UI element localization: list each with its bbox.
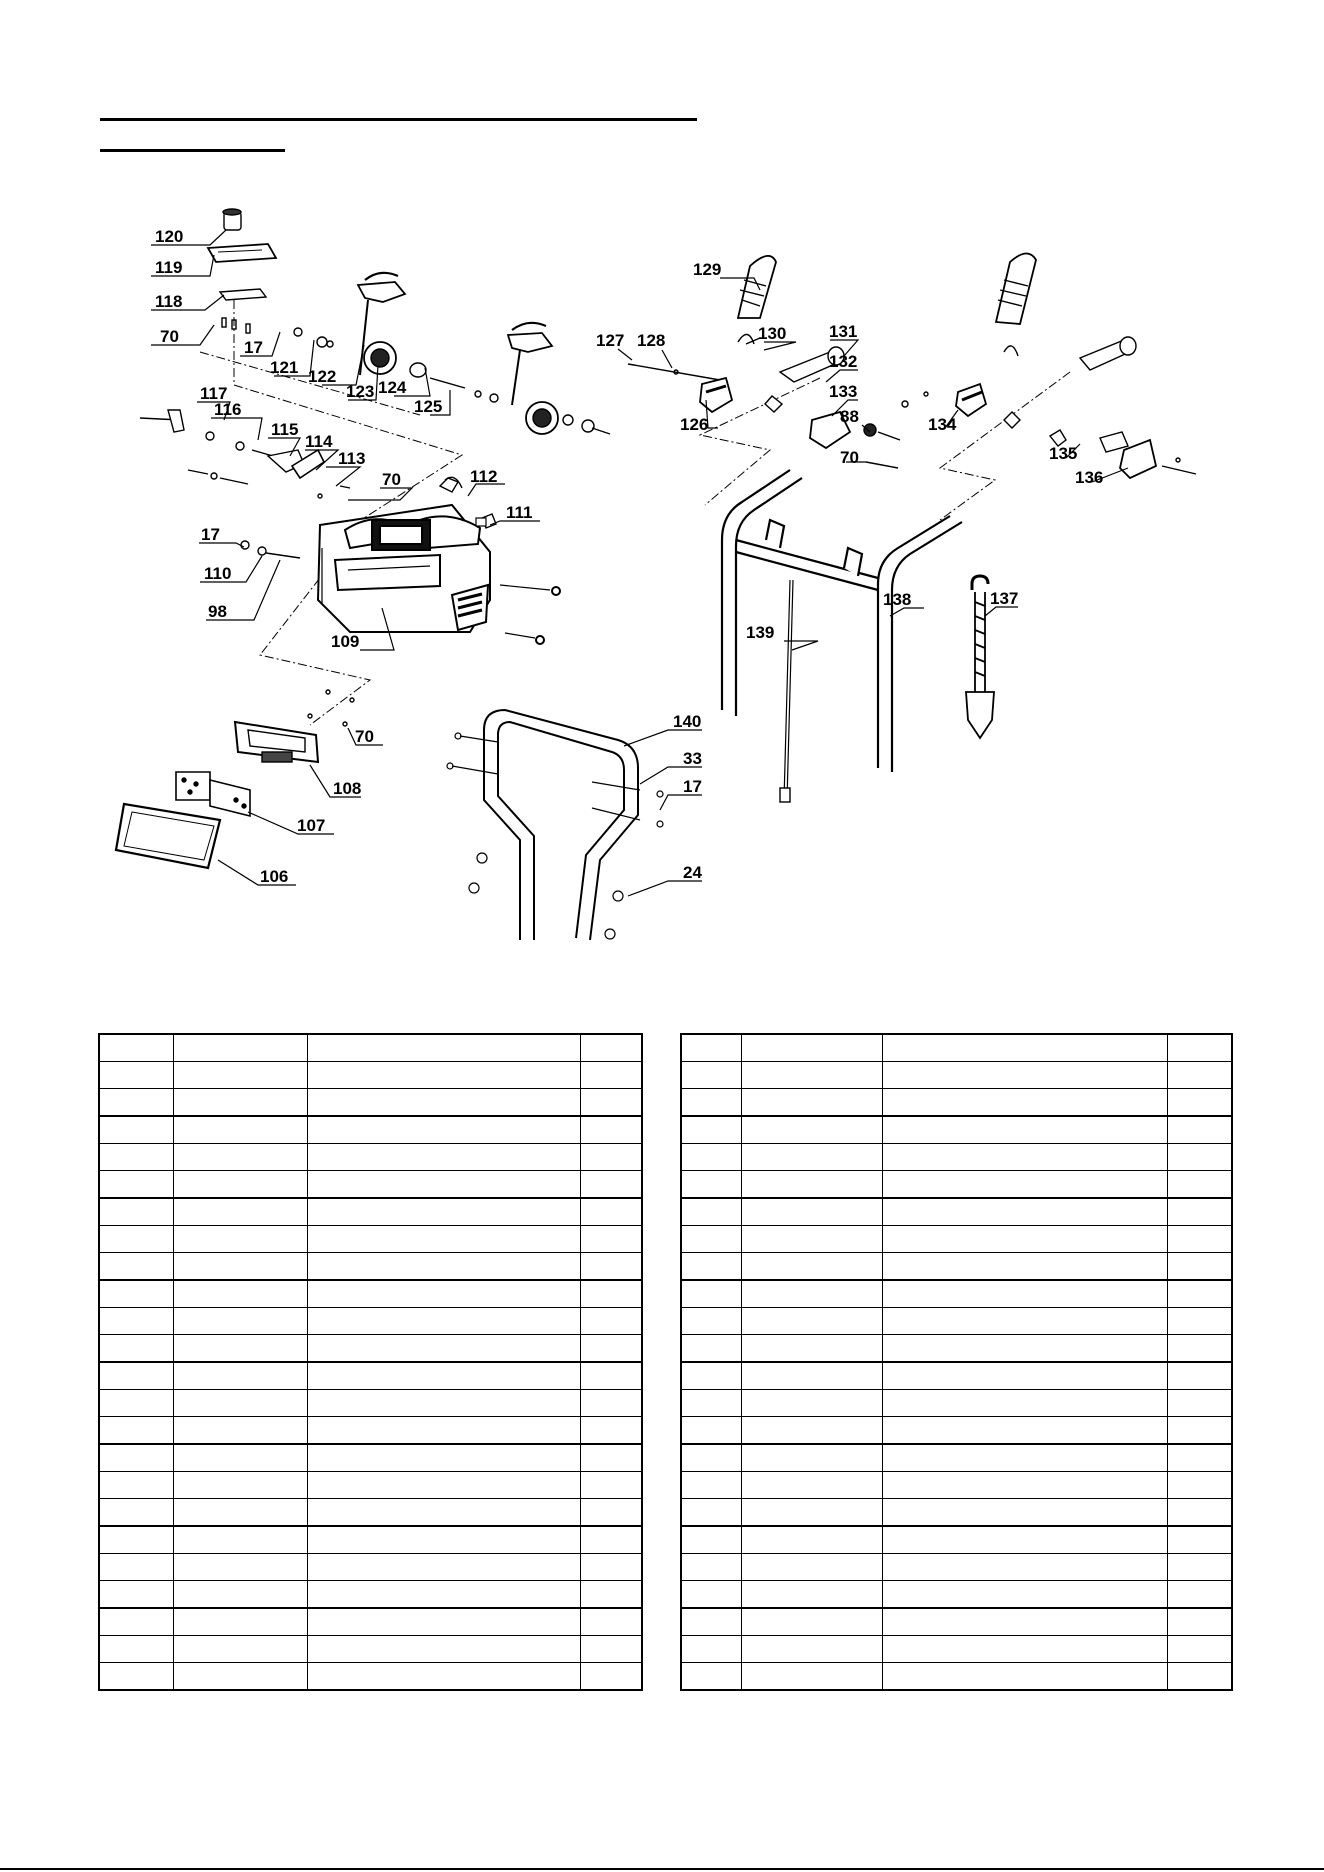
- left-table-cell: [580, 1335, 642, 1363]
- parts-table-left: [98, 1033, 643, 1691]
- right-table-cell: [741, 1608, 882, 1636]
- lower-handle-bar: [447, 710, 663, 940]
- left-table-cell: [580, 1308, 642, 1335]
- callout-17b: 17: [201, 525, 220, 544]
- left-table-cell: [580, 1417, 642, 1445]
- right-table-cell: [741, 1663, 882, 1691]
- right-table-cell: [741, 1116, 882, 1144]
- control-cable: [780, 580, 793, 802]
- right-table-cell: [1167, 1198, 1232, 1226]
- callout-134: 134: [928, 415, 957, 434]
- callout-120: 120: [155, 227, 184, 246]
- left-table-cell: [580, 1444, 642, 1472]
- left-table-row: [99, 1280, 642, 1308]
- left-table-row: [99, 1608, 642, 1636]
- right-table-row: [681, 1362, 1232, 1390]
- left-table-cell: [99, 1526, 173, 1554]
- left-table-row: [99, 1390, 642, 1417]
- right-table-row: [681, 1089, 1232, 1117]
- right-table-cell: [882, 1089, 1167, 1117]
- right-table-cell: [1167, 1608, 1232, 1636]
- left-table-cell: [307, 1663, 580, 1691]
- right-table-cell: [741, 1499, 882, 1527]
- right-table-cell: [882, 1362, 1167, 1390]
- callout-135: 135: [1049, 444, 1078, 463]
- right-table-cell: [1167, 1034, 1232, 1062]
- left-table-row: [99, 1308, 642, 1335]
- right-table-cell: [882, 1636, 1167, 1663]
- left-table-cell: [580, 1663, 642, 1691]
- left-table-cell: [99, 1390, 173, 1417]
- left-table-cell: [99, 1034, 173, 1062]
- right-table-cell: [882, 1390, 1167, 1417]
- right-table-row: [681, 1198, 1232, 1226]
- right-table-row: [681, 1390, 1232, 1417]
- callout-128: 128: [637, 331, 666, 350]
- left-table-cell: [307, 1526, 580, 1554]
- right-table-row: [681, 1062, 1232, 1089]
- callout-119: 119: [155, 258, 183, 277]
- callout-126: 126: [680, 415, 709, 434]
- left-table-cell: [99, 1472, 173, 1499]
- right-table-cell: [741, 1581, 882, 1609]
- right-table-cell: [882, 1280, 1167, 1308]
- upper-bracket-stack: [208, 209, 276, 333]
- callout-106: 106: [260, 867, 289, 886]
- right-table-cell: [681, 1226, 741, 1253]
- left-table-cell: [307, 1280, 580, 1308]
- left-table-row: [99, 1526, 642, 1554]
- right-table-cell: [741, 1526, 882, 1554]
- callout-70b: 70: [382, 470, 401, 489]
- right-table-cell: [882, 1335, 1167, 1363]
- callout-122: 122: [308, 367, 337, 386]
- right-table-row: [681, 1472, 1232, 1499]
- left-table-cell: [173, 1089, 307, 1117]
- right-table-cell: [741, 1171, 882, 1199]
- right-table-cell: [681, 1444, 741, 1472]
- callout-131: 131: [829, 322, 858, 341]
- right-table-cell: [1167, 1636, 1232, 1663]
- right-table-cell: [1167, 1444, 1232, 1472]
- right-table-cell: [1167, 1308, 1232, 1335]
- left-table-cell: [173, 1253, 307, 1281]
- right-table-cell: [1167, 1335, 1232, 1363]
- left-table-cell: [173, 1608, 307, 1636]
- left-table-cell: [307, 1554, 580, 1581]
- right-table-cell: [1167, 1171, 1232, 1199]
- right-table-cell: [741, 1226, 882, 1253]
- right-table-row: [681, 1444, 1232, 1472]
- left-table-cell: [173, 1526, 307, 1554]
- callout-70a: 70: [160, 327, 179, 346]
- right-table-cell: [681, 1280, 741, 1308]
- left-table-cell: [307, 1116, 580, 1144]
- callout-133: 133: [829, 382, 858, 401]
- right-table-cell: [1167, 1226, 1232, 1253]
- left-table-cell: [307, 1198, 580, 1226]
- callout-24: 24: [683, 863, 702, 882]
- left-table-cell: [99, 1335, 173, 1363]
- left-table-cell: [580, 1499, 642, 1527]
- left-table-cell: [307, 1335, 580, 1363]
- right-table-cell: [882, 1417, 1167, 1445]
- left-table-row: [99, 1089, 642, 1117]
- right-table-cell: [681, 1034, 741, 1062]
- left-table-cell: [580, 1280, 642, 1308]
- right-table-cell: [1167, 1526, 1232, 1554]
- left-table-cell: [307, 1444, 580, 1472]
- left-table-row: [99, 1636, 642, 1663]
- right-table-cell: [882, 1144, 1167, 1171]
- callout-116: 116: [214, 400, 242, 419]
- left-table-cell: [173, 1390, 307, 1417]
- left-table-cell: [580, 1171, 642, 1199]
- callout-124: 124: [378, 378, 407, 397]
- right-table-cell: [1167, 1089, 1232, 1117]
- right-table-row: [681, 1581, 1232, 1609]
- right-table-cell: [681, 1335, 741, 1363]
- left-table-row: [99, 1581, 642, 1609]
- left-table-cell: [99, 1444, 173, 1472]
- left-table-cell: [307, 1144, 580, 1171]
- console-fasteners: [241, 541, 300, 558]
- left-table-row: [99, 1444, 642, 1472]
- right-table-row: [681, 1226, 1232, 1253]
- left-table-cell: [173, 1362, 307, 1390]
- left-table-cell: [173, 1554, 307, 1581]
- right-table-row: [681, 1663, 1232, 1691]
- left-table-row: [99, 1499, 642, 1527]
- right-table-row: [681, 1034, 1232, 1062]
- right-table-row: [681, 1417, 1232, 1445]
- left-table-cell: [307, 1362, 580, 1390]
- left-table-cell: [173, 1636, 307, 1663]
- left-table-cell: [307, 1308, 580, 1335]
- right-table-cell: [681, 1636, 741, 1663]
- left-table-cell: [173, 1335, 307, 1363]
- right-table-row: [681, 1171, 1232, 1199]
- right-table-cell: [741, 1335, 882, 1363]
- right-table-cell: [882, 1526, 1167, 1554]
- right-table-row: [681, 1499, 1232, 1527]
- right-table-row: [681, 1335, 1232, 1363]
- left-table-cell: [99, 1253, 173, 1281]
- left-table-cell: [99, 1499, 173, 1527]
- left-table-cell: [173, 1581, 307, 1609]
- left-table-cell: [99, 1116, 173, 1144]
- callout-107: 107: [297, 816, 326, 835]
- left-table-cell: [580, 1089, 642, 1117]
- callout-118: 118: [155, 292, 183, 311]
- right-table-cell: [1167, 1253, 1232, 1281]
- left-table-cell: [580, 1362, 642, 1390]
- left-table-cell: [307, 1253, 580, 1281]
- left-table-row: [99, 1554, 642, 1581]
- left-table-cell: [580, 1526, 642, 1554]
- callout-136: 136: [1075, 468, 1104, 487]
- right-table-cell: [882, 1062, 1167, 1089]
- callout-17a: 17: [244, 338, 263, 357]
- callout-121: 121: [270, 358, 299, 377]
- callout-98: 98: [208, 602, 227, 621]
- left-table-cell: [99, 1171, 173, 1199]
- callout-112: 112: [470, 467, 498, 486]
- left-table-cell: [580, 1608, 642, 1636]
- left-table-cell: [580, 1390, 642, 1417]
- left-table-cell: [173, 1171, 307, 1199]
- right-table-cell: [882, 1581, 1167, 1609]
- callout-70d: 70: [840, 448, 859, 467]
- left-table-cell: [99, 1636, 173, 1663]
- assembly-lines: [200, 300, 1070, 725]
- callout-139: 139: [746, 623, 775, 642]
- callout-88: 88: [840, 407, 859, 426]
- callout-123: 123: [346, 382, 375, 401]
- left-table-row: [99, 1226, 642, 1253]
- right-table-cell: [681, 1171, 741, 1199]
- right-table-cell: [741, 1198, 882, 1226]
- right-table-cell: [741, 1554, 882, 1581]
- left-table-cell: [173, 1663, 307, 1691]
- left-table-row: [99, 1198, 642, 1226]
- left-table-cell: [99, 1608, 173, 1636]
- left-table-cell: [307, 1417, 580, 1445]
- right-table-cell: [741, 1280, 882, 1308]
- right-table-cell: [1167, 1280, 1232, 1308]
- right-table-cell: [741, 1062, 882, 1089]
- right-table-cell: [882, 1663, 1167, 1691]
- right-table-cell: [741, 1144, 882, 1171]
- callout-125: 125: [414, 397, 443, 416]
- left-table-cell: [173, 1198, 307, 1226]
- right-table-cell: [681, 1362, 741, 1390]
- callout-130: 130: [758, 324, 787, 343]
- left-table-cell: [99, 1308, 173, 1335]
- left-table-cell: [173, 1116, 307, 1144]
- left-table-row: [99, 1144, 642, 1171]
- right-handle-grips: [628, 253, 1196, 478]
- right-table-cell: [681, 1253, 741, 1281]
- left-table-cell: [99, 1062, 173, 1089]
- right-table-cell: [882, 1554, 1167, 1581]
- left-table-cell: [580, 1636, 642, 1663]
- right-table-cell: [882, 1253, 1167, 1281]
- right-table-cell: [681, 1608, 741, 1636]
- right-table-cell: [882, 1499, 1167, 1527]
- right-table-cell: [681, 1581, 741, 1609]
- right-table-cell: [741, 1253, 882, 1281]
- right-table-cell: [741, 1417, 882, 1445]
- right-table-cell: [1167, 1116, 1232, 1144]
- right-table-cell: [681, 1526, 741, 1554]
- parts-table-right: [680, 1033, 1233, 1691]
- left-table-cell: [99, 1663, 173, 1691]
- left-table-row: [99, 1062, 642, 1089]
- right-table-cell: [882, 1226, 1167, 1253]
- right-table-cell: [882, 1116, 1167, 1144]
- right-table-cell: [681, 1417, 741, 1445]
- left-table-cell: [173, 1226, 307, 1253]
- left-table-row: [99, 1034, 642, 1062]
- left-table-cell: [99, 1362, 173, 1390]
- right-table-cell: [681, 1198, 741, 1226]
- left-table-cell: [307, 1171, 580, 1199]
- left-control-handles: [294, 273, 610, 434]
- left-table-row: [99, 1116, 642, 1144]
- left-table-row: [99, 1472, 642, 1499]
- callout-111: 111: [506, 503, 533, 522]
- callout-117: 117: [200, 384, 228, 403]
- left-table-row: [99, 1253, 642, 1281]
- right-table-cell: [882, 1171, 1167, 1199]
- callout-129: 129: [693, 260, 722, 279]
- callout-115: 115: [271, 420, 299, 439]
- left-table-cell: [173, 1472, 307, 1499]
- left-table-cell: [173, 1062, 307, 1089]
- right-table-cell: [1167, 1390, 1232, 1417]
- right-table-cell: [681, 1062, 741, 1089]
- left-table-cell: [173, 1499, 307, 1527]
- footer-rule: [0, 1868, 1324, 1870]
- left-table-cell: [99, 1144, 173, 1171]
- right-table-cell: [1167, 1499, 1232, 1527]
- left-table-cell: [99, 1417, 173, 1445]
- left-table-row: [99, 1335, 642, 1363]
- left-table-cell: [173, 1308, 307, 1335]
- right-table-cell: [741, 1089, 882, 1117]
- right-table-row: [681, 1253, 1232, 1281]
- left-table-cell: [173, 1144, 307, 1171]
- left-table-row: [99, 1362, 642, 1390]
- left-table-cell: [99, 1226, 173, 1253]
- right-table-cell: [741, 1308, 882, 1335]
- right-table-cell: [882, 1198, 1167, 1226]
- callout-17c: 17: [683, 777, 702, 796]
- left-table-cell: [99, 1280, 173, 1308]
- right-table-cell: [681, 1089, 741, 1117]
- left-table-cell: [307, 1608, 580, 1636]
- callout-140: 140: [673, 712, 702, 731]
- right-table-cell: [1167, 1417, 1232, 1445]
- right-table-cell: [681, 1499, 741, 1527]
- right-table-cell: [741, 1444, 882, 1472]
- right-table-cell: [681, 1390, 741, 1417]
- left-table-cell: [99, 1581, 173, 1609]
- left-table-cell: [173, 1444, 307, 1472]
- callout-127: 127: [596, 331, 625, 350]
- left-table-row: [99, 1417, 642, 1445]
- callout-33: 33: [683, 749, 702, 768]
- callout-113: 113: [338, 449, 366, 468]
- right-table-cell: [741, 1362, 882, 1390]
- left-table-cell: [173, 1034, 307, 1062]
- right-table-row: [681, 1554, 1232, 1581]
- callout-137: 137: [990, 589, 1019, 608]
- right-table-cell: [882, 1034, 1167, 1062]
- right-table-cell: [1167, 1144, 1232, 1171]
- right-table-cell: [681, 1116, 741, 1144]
- right-table-cell: [882, 1308, 1167, 1335]
- callout-109: 109: [331, 632, 360, 651]
- right-table-cell: [681, 1308, 741, 1335]
- left-table-row: [99, 1663, 642, 1691]
- left-table-cell: [580, 1034, 642, 1062]
- upper-handle-frame: [722, 470, 962, 772]
- left-table-row: [99, 1171, 642, 1199]
- callout-114: 114: [305, 432, 333, 451]
- left-table-cell: [580, 1226, 642, 1253]
- left-table-cell: [307, 1581, 580, 1609]
- left-table-cell: [580, 1253, 642, 1281]
- right-table-row: [681, 1308, 1232, 1335]
- left-table-cell: [580, 1554, 642, 1581]
- leader-lines: [151, 230, 1128, 896]
- right-table-cell: [882, 1608, 1167, 1636]
- right-table-cell: [741, 1390, 882, 1417]
- callout-138: 138: [883, 590, 912, 609]
- right-table-cell: [1167, 1472, 1232, 1499]
- left-table-cell: [307, 1226, 580, 1253]
- right-table-cell: [741, 1034, 882, 1062]
- left-table-cell: [580, 1581, 642, 1609]
- left-table-cell: [580, 1062, 642, 1089]
- right-table-row: [681, 1526, 1232, 1554]
- right-table-cell: [882, 1472, 1167, 1499]
- left-table-cell: [307, 1062, 580, 1089]
- right-table-cell: [681, 1472, 741, 1499]
- left-table-cell: [173, 1417, 307, 1445]
- left-table-cell: [99, 1554, 173, 1581]
- left-table-cell: [580, 1198, 642, 1226]
- left-table-cell: [307, 1034, 580, 1062]
- right-table-cell: [1167, 1062, 1232, 1089]
- right-table-row: [681, 1280, 1232, 1308]
- right-table-row: [681, 1608, 1232, 1636]
- left-table-cell: [173, 1280, 307, 1308]
- right-table-cell: [741, 1636, 882, 1663]
- left-table-cell: [307, 1390, 580, 1417]
- left-table-cell: [307, 1089, 580, 1117]
- callout-108: 108: [333, 779, 362, 798]
- left-table-cell: [307, 1636, 580, 1663]
- left-table-cell: [99, 1198, 173, 1226]
- right-table-row: [681, 1144, 1232, 1171]
- right-table-cell: [681, 1144, 741, 1171]
- right-table-row: [681, 1636, 1232, 1663]
- left-table-cell: [307, 1499, 580, 1527]
- callout-labels: [155, 227, 1103, 886]
- right-table-cell: [741, 1472, 882, 1499]
- callout-132: 132: [829, 352, 858, 371]
- right-table-row: [681, 1116, 1232, 1144]
- callout-70c: 70: [355, 727, 374, 746]
- right-table-cell: [1167, 1663, 1232, 1691]
- right-table-cell: [882, 1444, 1167, 1472]
- left-table-cell: [580, 1144, 642, 1171]
- left-table-cell: [580, 1472, 642, 1499]
- right-table-cell: [1167, 1554, 1232, 1581]
- callout-110: 110: [204, 564, 232, 583]
- left-table-cell: [307, 1472, 580, 1499]
- left-table-cell: [99, 1089, 173, 1117]
- right-table-cell: [1167, 1362, 1232, 1390]
- right-table-cell: [1167, 1581, 1232, 1609]
- right-table-cell: [681, 1554, 741, 1581]
- left-table-cell: [580, 1116, 642, 1144]
- right-table-cell: [681, 1663, 741, 1691]
